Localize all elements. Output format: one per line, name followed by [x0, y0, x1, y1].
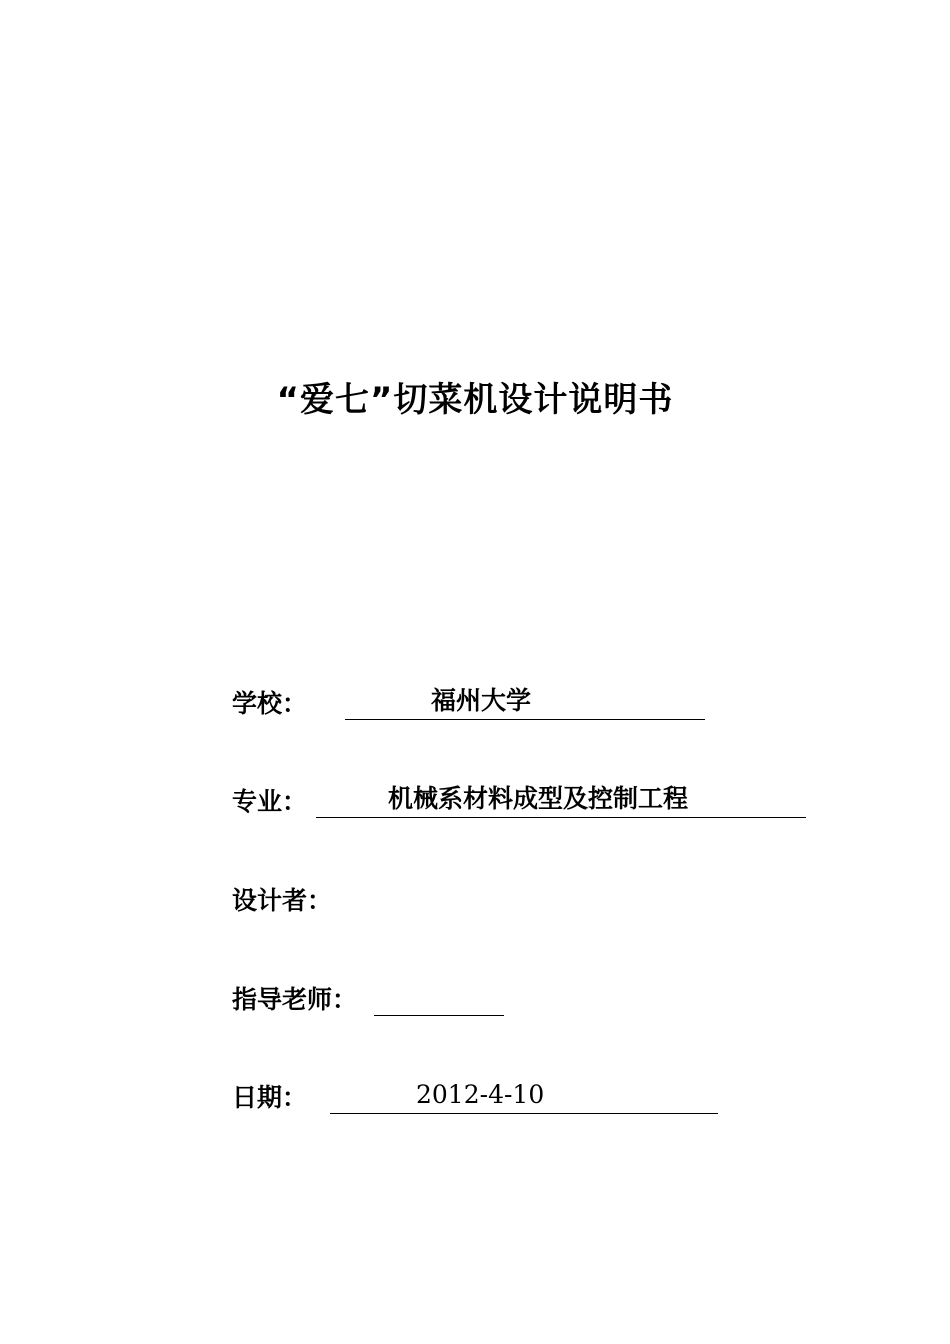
school-row: [232, 680, 712, 720]
date-value-line: [330, 1080, 718, 1114]
date-label: 日期：: [232, 1083, 308, 1112]
major-value-line: [316, 784, 806, 818]
major-label: 专业：: [232, 787, 308, 816]
date-value: 2012-4-10: [416, 1080, 545, 1109]
school-value: 福州大学: [431, 686, 532, 715]
advisor-row: [232, 976, 512, 1016]
advisor-label: 指导老师：: [232, 985, 358, 1014]
designer-row: [232, 877, 432, 917]
school-label: 学校：: [232, 689, 308, 718]
document-title: “爱七”切菜机设计说明书: [276, 380, 674, 420]
date-row: [232, 1074, 722, 1114]
major-value: 机械系材料成型及控制工程: [388, 784, 689, 813]
major-row: [232, 778, 812, 818]
designer-label: 设计者：: [232, 886, 333, 915]
school-value-line: [345, 686, 705, 720]
advisor-value-line: [374, 982, 504, 1016]
